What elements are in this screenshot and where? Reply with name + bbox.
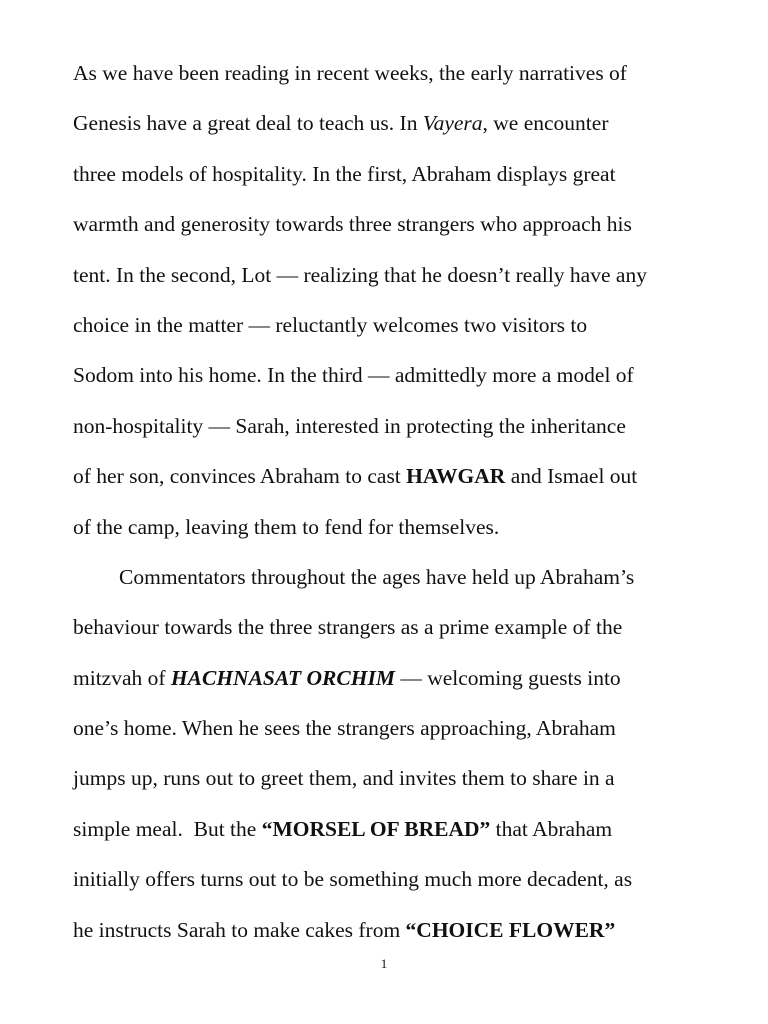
text-line-4: warmth and generosity towards three strangers who approach his	[73, 212, 632, 237]
text-line-15: jumps up, runs out to greet them, and invites them to share in a	[73, 766, 615, 791]
text-line-14: one’s home. When he sees the strangers approaching, Abraham	[73, 716, 616, 741]
text-line-3: three models of hospitality. In the first, Abraham displays great	[73, 161, 616, 186]
text-line-5: tent. In the second, Lot — realizing that he doesn’t really have any	[73, 262, 647, 287]
text-line-13: mitzvah of HACHNASAT ORCHIM — welcoming guests into	[73, 665, 621, 690]
morsel-of-bread-bold: “MORSEL OF BREAD”	[261, 816, 491, 841]
text-line-1: As we have been reading in recent weeks, the early narratives of	[73, 61, 627, 85]
text-line-17: initially offers turns out to be something much more decadent, as	[73, 867, 633, 892]
text-line-9: of her son, convinces Abraham to cast HAWGAR and Ismael out	[73, 464, 638, 489]
text-line-16: simple meal. But the “MORSEL OF BREAD” that Abraham	[73, 816, 613, 841]
hawgar-bold: HAWGAR	[406, 464, 506, 489]
choice-flower-bold: “CHOICE FLOWER”	[405, 917, 616, 942]
text-line-2: Genesis have a great deal to teach us. In Vayera, we encounter	[73, 111, 609, 136]
hachnasat-orchim-bold-italic: HACHNASAT ORCHIM	[170, 665, 395, 690]
text-line-10: of the camp, leaving them to fend for themselves.	[73, 514, 500, 539]
body-text	[73, 48, 713, 955]
text-line-8: non-hospitality — Sarah, interested in protecting the inheritance	[73, 413, 626, 438]
page-number: 1	[380, 956, 388, 971]
text-line-12: behaviour towards the three strangers as a prime example of the	[73, 615, 623, 640]
text-line-18: he instructs Sarah to make cakes from “CHOICE FLOWER”	[73, 917, 616, 942]
text-line-6: choice in the matter — reluctantly welcomes two visitors to	[73, 312, 588, 337]
text-line-7: Sodom into his home. In the third — admittedly more a model of	[73, 363, 634, 388]
vayera-italic: Vayera	[422, 111, 483, 136]
text-line-11: Commentators throughout the ages have held up Abraham’s	[119, 564, 635, 589]
